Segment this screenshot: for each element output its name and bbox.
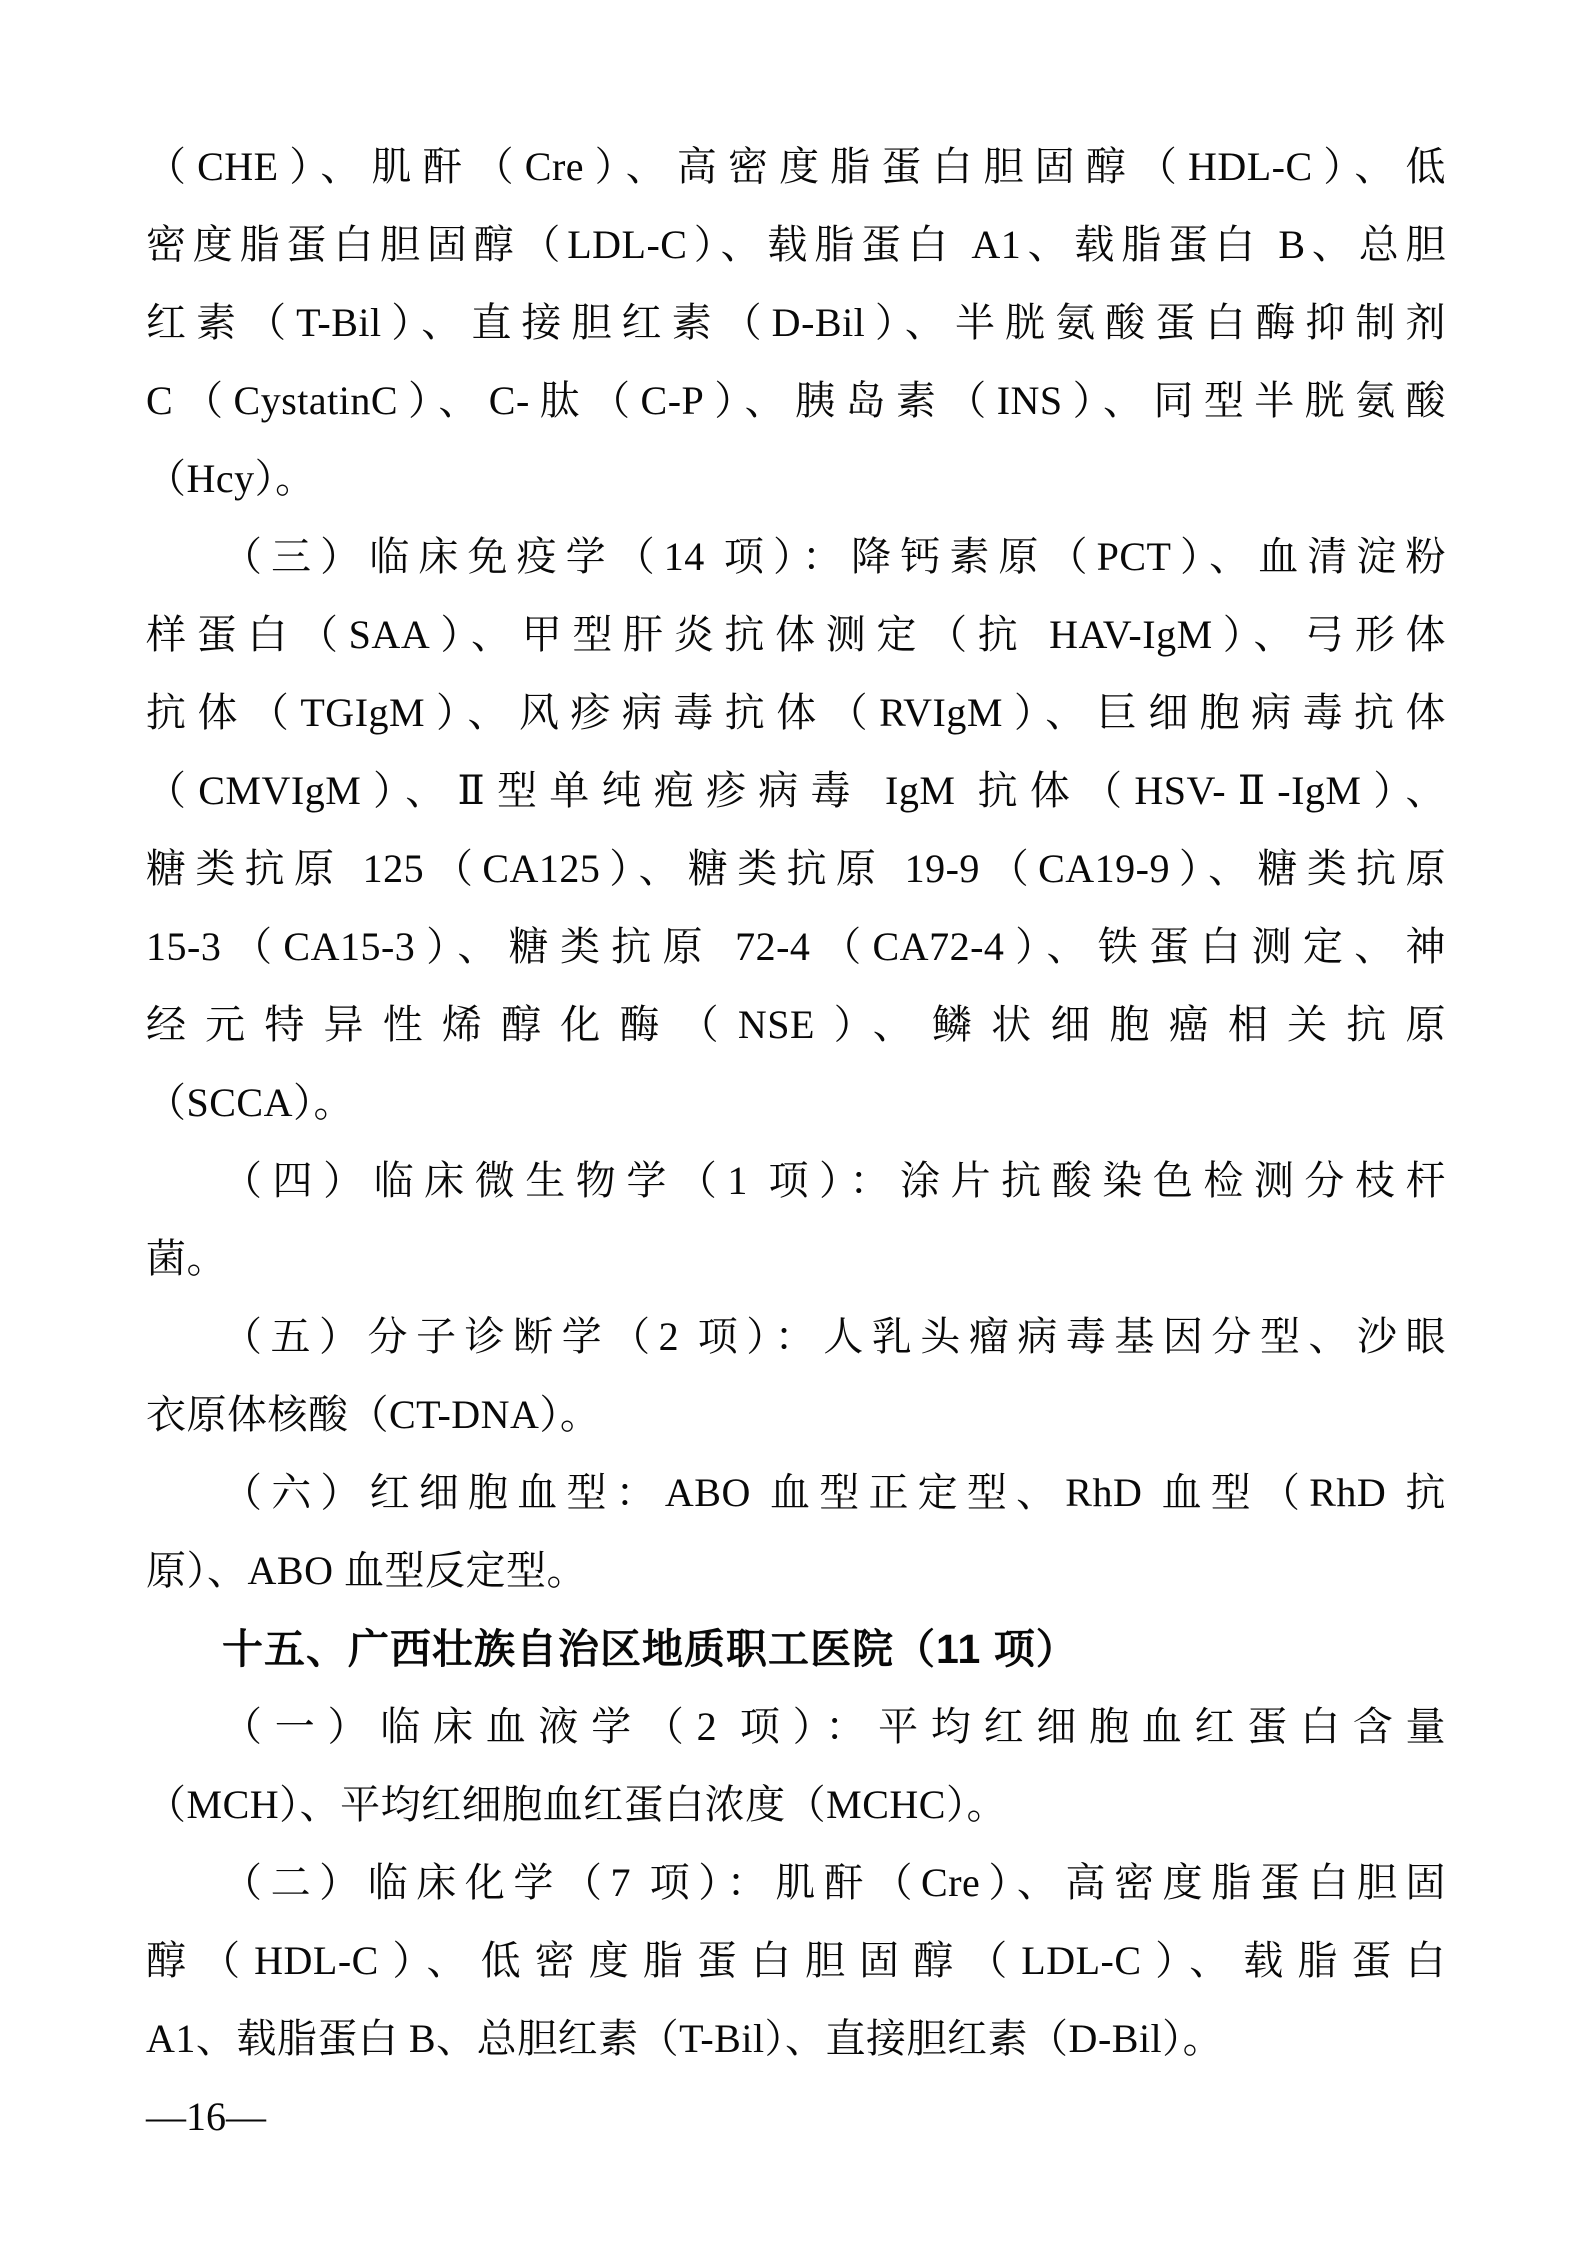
text-line: 醇（HDL-C）、低密度脂蛋白胆固醇（LDL-C）、载脂蛋白 xyxy=(146,1938,1446,1983)
text-line: （六）红细胞血型：ABO 血型正定型、RhD 血型（RhD 抗 xyxy=(222,1470,1446,1515)
text-line: A1、载脂蛋白 B、总胆红素（T-Bil）、直接胆红素（D-Bil）。 xyxy=(146,2016,1224,2061)
text-line: 原）、ABO 血型反定型。 xyxy=(146,1548,587,1593)
text-line: （五）分子诊断学（2 项）：人乳头瘤病毒基因分型、沙眼 xyxy=(222,1314,1446,1359)
text-line: 衣原体核酸（CT-DNA）。 xyxy=(146,1392,601,1437)
text-line: （CMVIgM）、Ⅱ型单纯疱疹病毒 IgM 抗体（HSV-Ⅱ-IgM）、 xyxy=(146,768,1446,813)
text-line: 红素（T-Bil）、直接胆红素（D-Bil）、半胱氨酸蛋白酶抑制剂 xyxy=(146,300,1446,345)
text-line: （CHE）、肌酐（Cre）、高密度脂蛋白胆固醇（HDL-C）、低 xyxy=(146,144,1446,189)
text-line: （MCH）、平均红细胞血红蛋白浓度（MCHC）。 xyxy=(146,1782,1007,1827)
text-line: 密度脂蛋白胆固醇（LDL-C）、载脂蛋白 A1、载脂蛋白 B、总胆 xyxy=(146,222,1446,267)
text-line: （一）临床血液学（2 项）：平均红细胞血红蛋白含量 xyxy=(222,1704,1446,1749)
text-line: （四）临床微生物学（1 项）：涂片抗酸染色检测分枝杆 xyxy=(222,1158,1446,1203)
text-line: （Hcy）。 xyxy=(146,456,316,501)
section-heading: 十五、广西壮族自治区地质职工医院（11 项） xyxy=(222,1626,1078,1672)
text-line: 经元特异性烯醇化酶（NSE）、鳞状细胞癌相关抗原 xyxy=(146,1002,1446,1047)
text-line: （SCCA）。 xyxy=(146,1080,354,1125)
text-line: 菌。 xyxy=(146,1236,227,1281)
text-line: 15-3（CA15-3）、糖类抗原 72-4（CA72-4）、铁蛋白测定、神 xyxy=(146,924,1446,969)
text-line: C（CystatinC）、C-肽（C-P）、胰岛素（INS）、同型半胱氨酸 xyxy=(146,378,1446,423)
document-content xyxy=(146,128,1446,2156)
text-line: （三）临床免疫学（14 项）：降钙素原（PCT）、血清淀粉 xyxy=(222,534,1446,579)
text-line: 糖类抗原 125（CA125）、糖类抗原 19-9（CA19-9）、糖类抗原 xyxy=(146,846,1446,891)
page-number: —16— xyxy=(146,2094,266,2139)
text-line: （二）临床化学（7 项）：肌酐（Cre）、高密度脂蛋白胆固 xyxy=(222,1860,1446,1905)
text-line: 样蛋白（SAA）、甲型肝炎抗体测定（抗 HAV-IgM）、弓形体 xyxy=(146,612,1446,657)
text-line: 抗体（TGIgM）、风疹病毒抗体（RVIgM）、巨细胞病毒抗体 xyxy=(146,690,1446,735)
